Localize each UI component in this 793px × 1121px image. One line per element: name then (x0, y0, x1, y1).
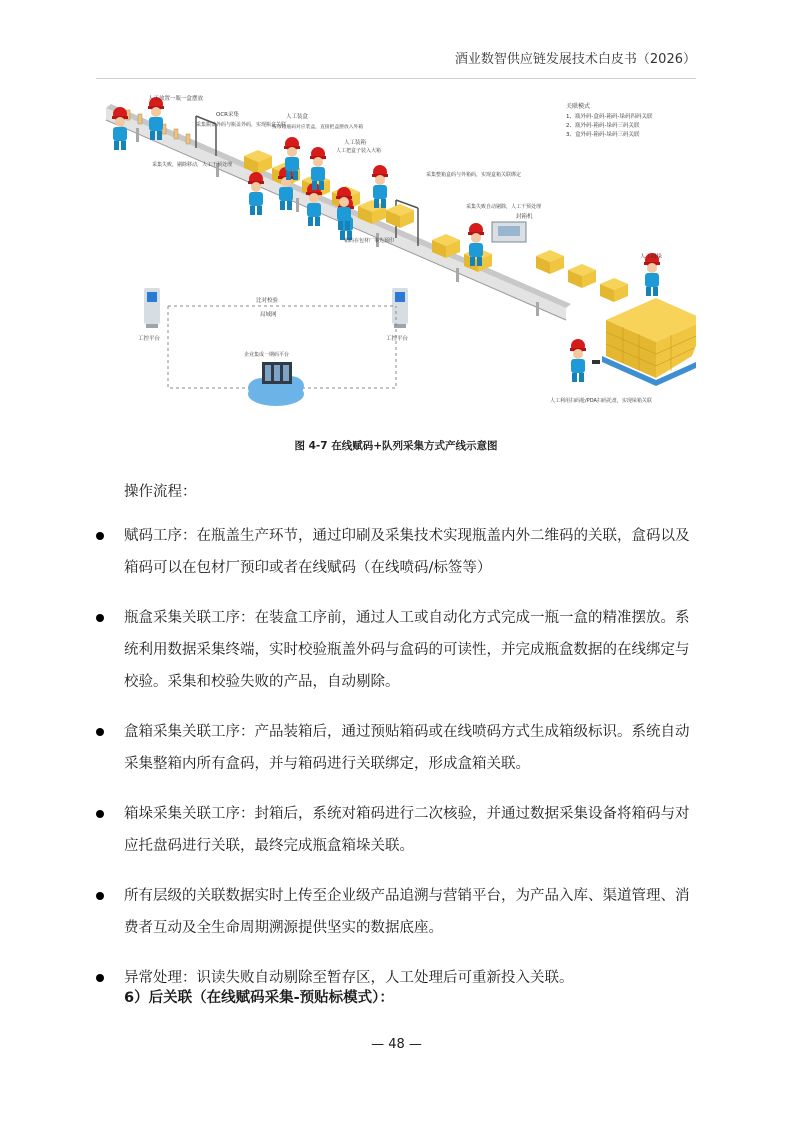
label-sealer: 封箱机 (516, 214, 533, 220)
list-item-text: 所有层级的关联数据实时上传至企业级产品追溯与营销平台，为产品入库、渠道管理、消费者互动及全生命周期溯源提供坚实的数据底座。 (124, 888, 690, 936)
bullet-icon (96, 974, 104, 982)
list-item (96, 880, 698, 944)
bullet-icon (96, 728, 104, 736)
label-manual-box-desc: 按每箱瓶码对应装盒，直接把盒摆放入外箱 (272, 125, 364, 130)
list-item-text: 盒箱采集关联工序：产品装箱后，通过预贴箱码或在线喷码方式生成箱级标识。系统自动采集整箱内所有盒码，并与箱码进行关联绑定，形成盒箱关联。 (124, 724, 690, 772)
label-manual-stack: 人工码垛 (640, 254, 663, 260)
page-header: 酒业数智供应链发展技术白皮书（2026） (454, 52, 696, 67)
page-number: — 48 — (371, 1037, 422, 1052)
intro-text: 操作流程： (124, 484, 197, 500)
label-monitor: 比对校验 (256, 298, 279, 304)
label-manual-box: 人工装盒 (286, 114, 309, 120)
label-manual-bottle: 人工放置一瓶一盒摆放 (148, 96, 204, 102)
mode-title: 关联模式 (566, 103, 591, 110)
mode-item: 1、瓶外码-盒码-箱码-垛码四码关联 (566, 114, 653, 120)
label-fail-reject: 采集失败，剔除移动，人工干预处理 (152, 162, 233, 168)
label-ocr: OCR采集 (216, 112, 239, 118)
label-collect-box: 采集整箱盒码与外箱码，实现盒箱关联绑定 (426, 172, 522, 178)
bullet-icon (96, 532, 104, 540)
label-cloud: 企业集成一期码平台 (244, 352, 290, 358)
section-subheading: 6）后关联（在线赋码采集-预贴标模式）： (124, 990, 394, 1006)
header-divider (96, 78, 696, 79)
list-item-text: 箱垛采集关联工序：封箱后，系统对箱码进行二次核验，并通过数据采集设备将箱码与对应托盘码进行关联，最终完成瓶盒箱垛关联。 (124, 806, 690, 854)
list-item (96, 520, 698, 584)
label-workstation-right: 工控平台 (386, 336, 409, 342)
mode-item: 3、盒外码-箱码-垛码三码关联 (566, 132, 640, 138)
list-item-text: 异常处理：识读失败自动剔除至暂存区，人工处理后可重新投入关联。 (124, 970, 574, 986)
list-item (96, 716, 698, 780)
label-pallet: 人工利用扫码枪/PDA扫码托盘，实现垛箱关联 (550, 398, 652, 404)
label-scan-cap: 采集瓶盖外码与瓶盖外码，实现瓶盒关联 (196, 122, 287, 128)
label-fail-reject2: 采集失败自动剔除，人工干预处理 (466, 204, 542, 210)
bullet-icon (96, 892, 104, 900)
list-item (96, 602, 698, 698)
figure-caption: 图 4-7 在线赋码+队列采集方式产线示意图 (294, 440, 498, 452)
list-item (96, 798, 698, 862)
label-manual-lid: 人工装箱 (344, 140, 367, 146)
label-workstation-left: 工控平台 (138, 336, 161, 342)
label-print-material: 箱码在包材厂事先预印 (344, 238, 395, 244)
label-lan: 局域网 (260, 312, 277, 318)
label-manual-lid-desc: 人工把盒子装入大箱 (336, 148, 382, 154)
list-item-text: 赋码工序：在瓶盖生产环节，通过印刷及采集技术实现瓶盖内外二维码的关联，盒码以及箱码可以在包材厂预印或者在线赋码（在线喷码/标签等） (124, 528, 690, 576)
list-item-text: 瓶盒采集关联工序：在装盒工序前，通过人工或自动化方式完成一瓶一盒的精准摆放。系统利用数据采集终端，实时校验瓶盖外码与盒码的可读性，并完成瓶盒数据的在线绑定与校验。采集和校验失败的产品，自动剔除。 (124, 610, 690, 690)
bullet-list (96, 520, 698, 1012)
production-line-figure (96, 88, 696, 420)
mode-item: 2、瓶外码-箱码-垛码三码关联 (566, 123, 640, 129)
bullet-icon (96, 614, 104, 622)
bullet-icon (96, 810, 104, 818)
